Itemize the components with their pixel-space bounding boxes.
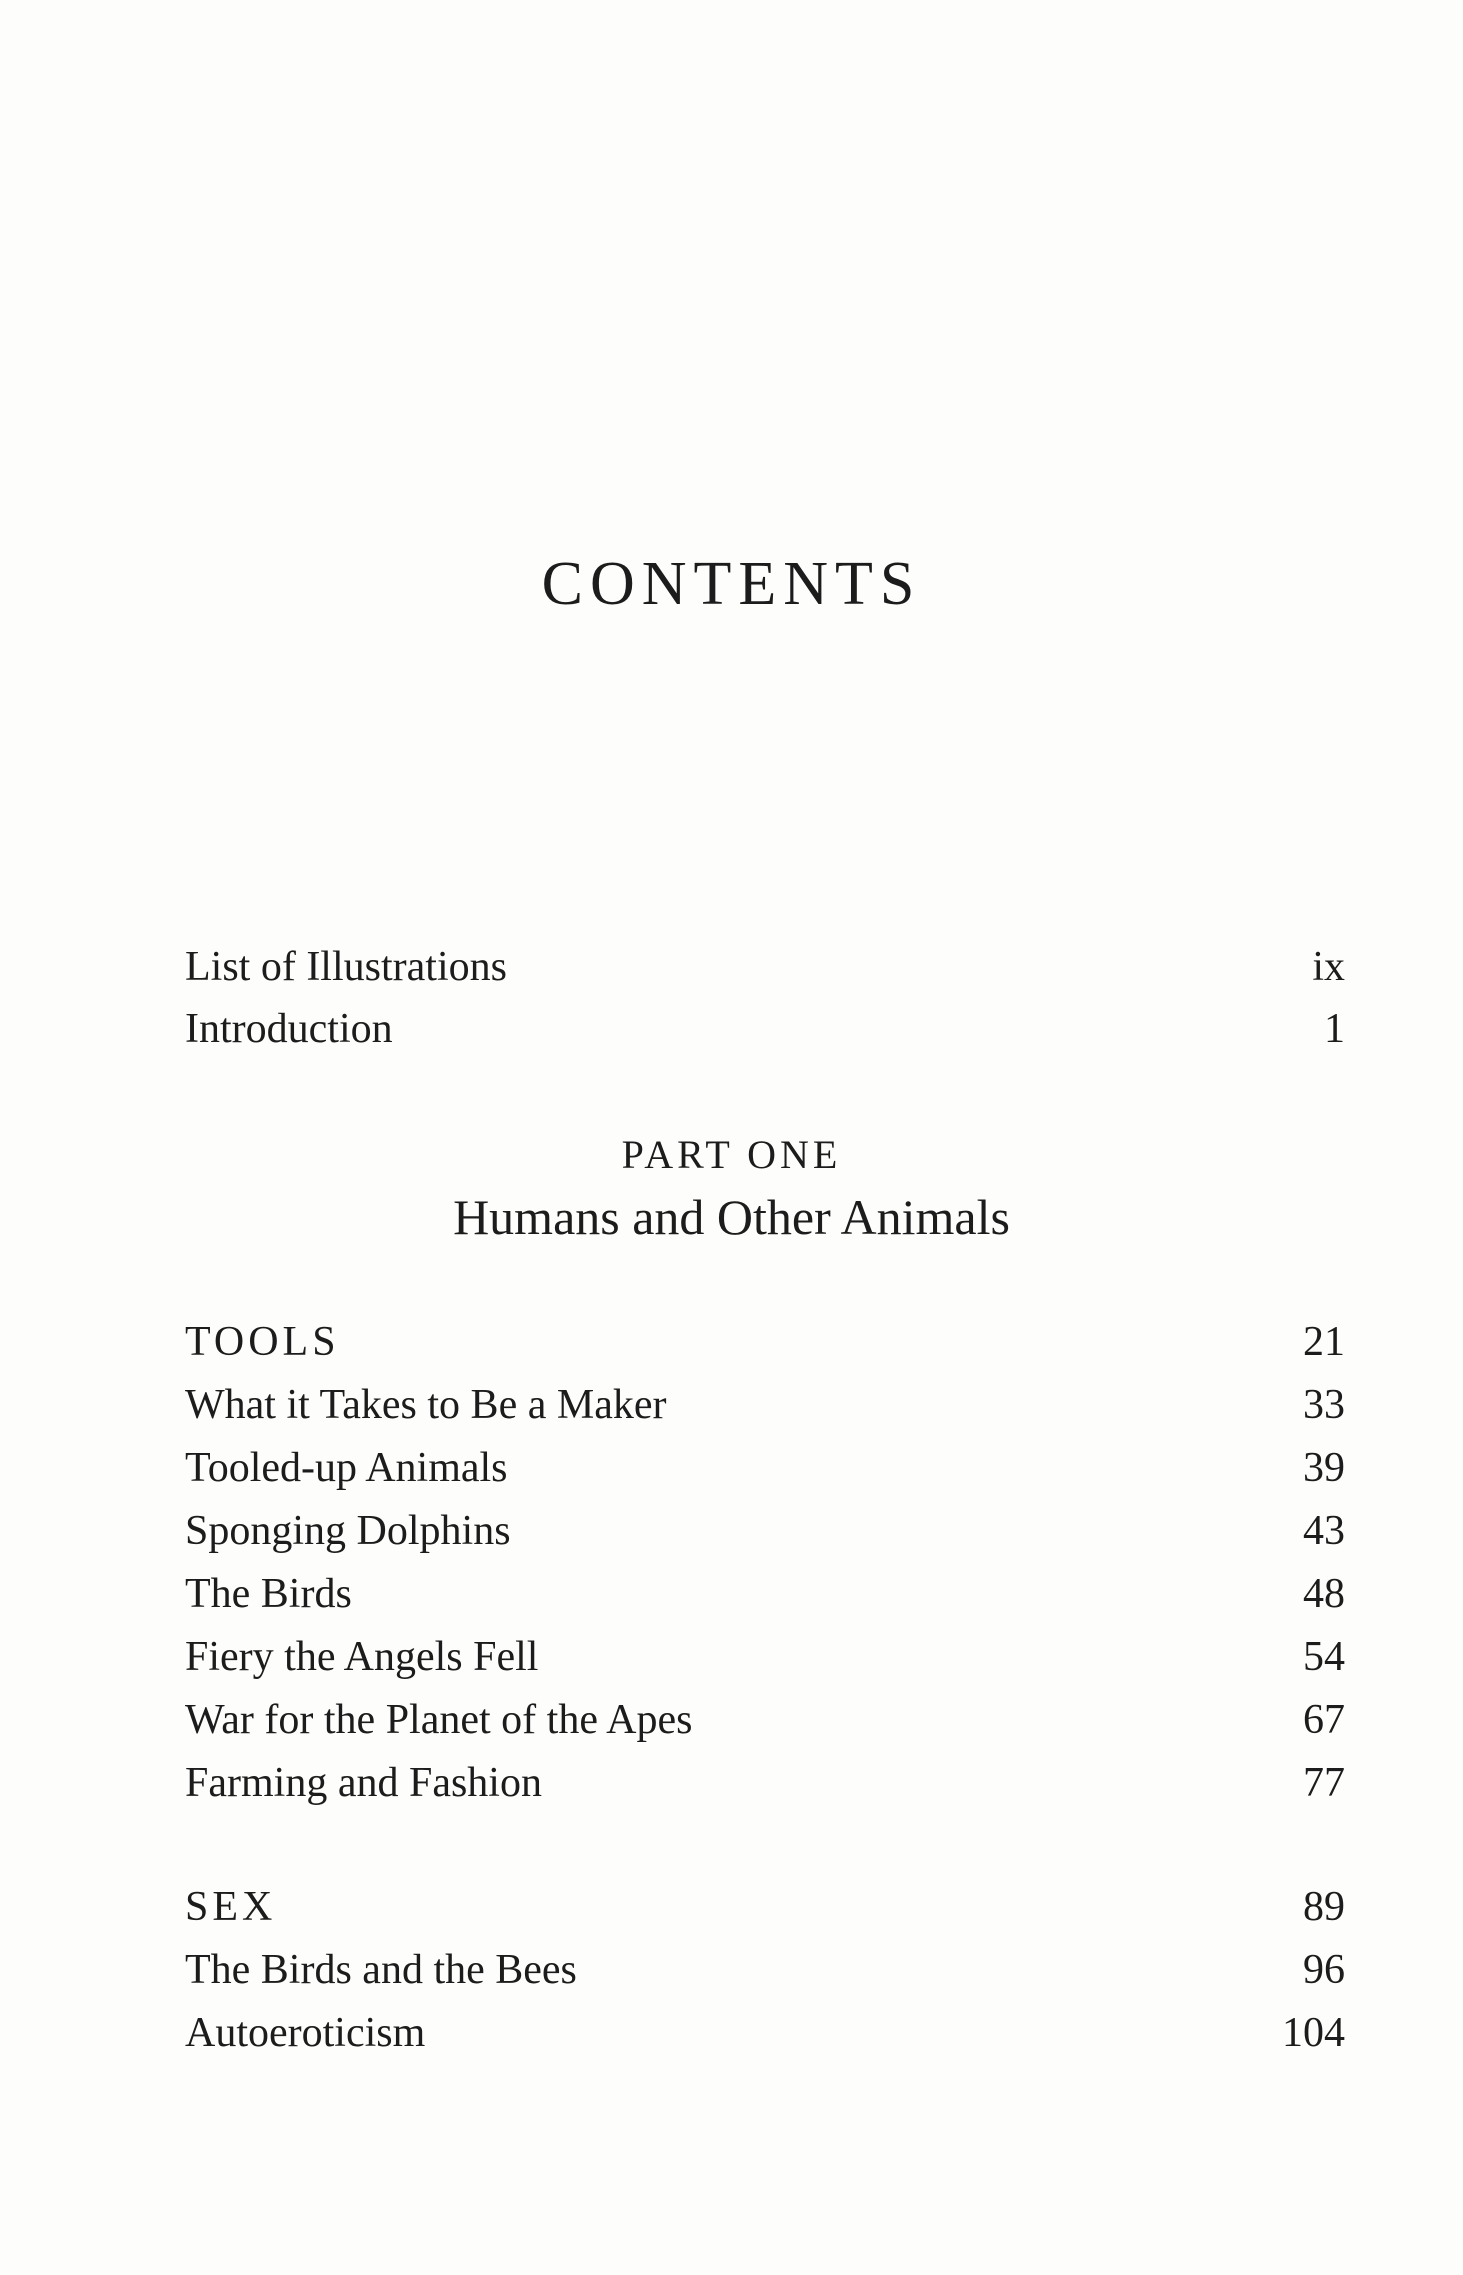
toc-entry	[185, 1564, 1345, 1624]
toc-section-tools	[185, 1312, 1345, 1372]
part-number: PART ONE	[621, 1132, 842, 1177]
toc-entry-label: The Birds	[185, 1571, 352, 1617]
toc-entry-label: Introduction	[185, 1006, 393, 1052]
toc-entry-label: Tooled-up Animals	[185, 1445, 508, 1491]
part-title: Humans and Other Animals	[453, 1189, 1010, 1245]
toc-entry	[185, 1627, 1345, 1687]
toc-entry-page: 33	[1303, 1382, 1345, 1428]
toc-section-label: TOOLS	[185, 1319, 340, 1365]
toc-entry-label: Farming and Fashion	[185, 1760, 542, 1806]
toc-entry-page: 96	[1303, 1947, 1345, 1993]
toc-entry-page: 77	[1303, 1760, 1345, 1806]
toc-entry	[185, 1690, 1345, 1750]
toc-entry-introduction	[185, 999, 1345, 1059]
toc-entry	[185, 1438, 1345, 1498]
toc-entry-label: The Birds and the Bees	[185, 1947, 577, 1993]
toc-entry-page: 39	[1303, 1445, 1345, 1491]
toc-entry	[185, 1753, 1345, 1813]
toc-entry-label: What it Takes to Be a Maker	[185, 1382, 667, 1428]
toc-entry-page: 67	[1303, 1697, 1345, 1743]
toc-entry-page: ix	[1312, 944, 1345, 990]
toc-entry-label: Autoeroticism	[185, 2010, 426, 2056]
toc-entry-list-of-illustrations	[185, 937, 1345, 997]
page-title: CONTENTS	[541, 550, 922, 618]
toc-entry-label: War for the Planet of the Apes	[185, 1697, 693, 1743]
toc-entry-page: 104	[1282, 2010, 1345, 2056]
toc-entry-page: 54	[1303, 1634, 1345, 1680]
toc-entry-label: Sponging Dolphins	[185, 1508, 511, 1554]
toc-entry	[185, 1501, 1345, 1561]
toc-entry-page: 43	[1303, 1508, 1345, 1554]
toc-section-page: 89	[1303, 1884, 1345, 1930]
toc-section-label: SEX	[185, 1884, 277, 1930]
toc-entry-page: 1	[1324, 1006, 1345, 1052]
toc-entry	[185, 1940, 1345, 2000]
toc-entry	[185, 1375, 1345, 1435]
toc-entry	[185, 2003, 1345, 2063]
toc-section-page: 21	[1303, 1319, 1345, 1365]
toc-section-sex	[185, 1877, 1345, 1937]
toc-entry-label: List of Illustrations	[185, 944, 507, 990]
toc-entry-page: 48	[1303, 1571, 1345, 1617]
toc-entry-label: Fiery the Angels Fell	[185, 1634, 539, 1680]
